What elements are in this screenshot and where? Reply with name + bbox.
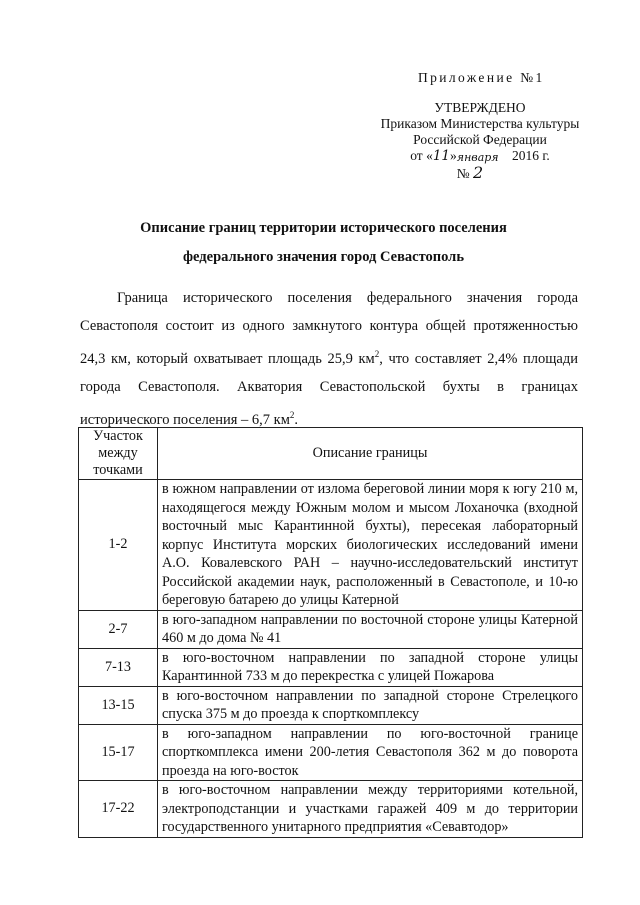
- appendix-label: Приложение №1: [418, 70, 545, 85]
- points-column-header: Участок между точками: [79, 428, 158, 480]
- table-row: [79, 724, 583, 781]
- intro-text-1: Граница исторического поселения федерального значения города Севастополя состоит из одного замкнутого контура общей протяженностью 24,3 км, который охватывает площадь 25,9 км: [80, 290, 578, 367]
- approved-label: УТВЕРЖДЕНО: [434, 100, 526, 115]
- order-number: [355, 163, 605, 182]
- row-points: 15-17: [79, 724, 158, 781]
- table-header-row: [79, 428, 583, 480]
- row-points: 17-22: [79, 781, 158, 838]
- date-mid: »: [450, 148, 457, 163]
- table-row: [79, 648, 583, 686]
- row-points: 1-2: [79, 480, 158, 611]
- date-prefix: от «: [410, 148, 433, 163]
- description-column-header: Описание границы: [158, 428, 583, 480]
- table-row: [79, 686, 583, 724]
- intro-paragraph: [80, 284, 578, 434]
- row-description: в юго-восточном направлении между территориями котельной, электроподстанции и участками гаражей 409 м до территории государственного унитарного предприятия «Севавтодор»: [158, 781, 583, 838]
- document-title-line-1: Описание границ территории исторического поселения: [140, 220, 507, 236]
- order-line-2: Российской Федерации: [413, 132, 547, 147]
- date-day-handwritten: 11: [432, 148, 451, 164]
- intro-sup-2: 2: [289, 409, 295, 420]
- row-points: 7-13: [79, 648, 158, 686]
- table-row: [79, 610, 583, 648]
- row-description: в юго-западном направлении по восточной стороне улицы Катерной 460 м до дома № 41: [158, 610, 583, 648]
- row-description: в юго-восточном направлении по западной стороне Стрелецкого спуска 375 м до проезда к спорткомплексу: [158, 686, 583, 724]
- row-points: 2-7: [79, 610, 158, 648]
- date-year: 2016 г.: [511, 148, 550, 163]
- boundary-table: [78, 427, 583, 838]
- document-title-line-2: федерального значения город Севастополь: [183, 249, 464, 265]
- intro-text-2: , что составляет 2,4% площади города Севастополя. Акватория Севастопольской бухты в границах исторического поселения – 6,7 км: [80, 350, 579, 428]
- approval-stamp: [355, 100, 605, 182]
- intro-text-3: .: [294, 411, 299, 428]
- table-row: [79, 781, 583, 838]
- row-description: в юго-западном направлении по юго-восточной границе спорткомплекса имени 200-летия Севастополя 362 м до поворота проезда на юго-восток: [158, 724, 583, 781]
- date-month-handwritten: января: [456, 151, 499, 164]
- number-prefix: №: [456, 166, 470, 181]
- number-handwritten: 2: [473, 163, 484, 182]
- order-line-1: Приказом Министерства культуры: [380, 116, 580, 131]
- row-description: в южном направлении от излома береговой линии моря к югу 210 м, находящегося между Южным молом и мысом Лоханочка (входной восточный мыс Карантинной бухты), пересекая лабораторный корпус Института морских биологических исследований имени А.О. Ковалевского РАН – научно-исследовательский институт Российской академии наук, расположенный в Севастополе, и 10-ю береговую батарею до улицы Катерной: [158, 480, 583, 611]
- row-points: 13-15: [79, 686, 158, 724]
- intro-sup-1: 2: [374, 349, 380, 359]
- row-description: в юго-восточном направлении по западной стороне улицы Карантинной 733 м до перекрестка с улицей Пожарова: [158, 648, 583, 686]
- table-row: [79, 480, 583, 611]
